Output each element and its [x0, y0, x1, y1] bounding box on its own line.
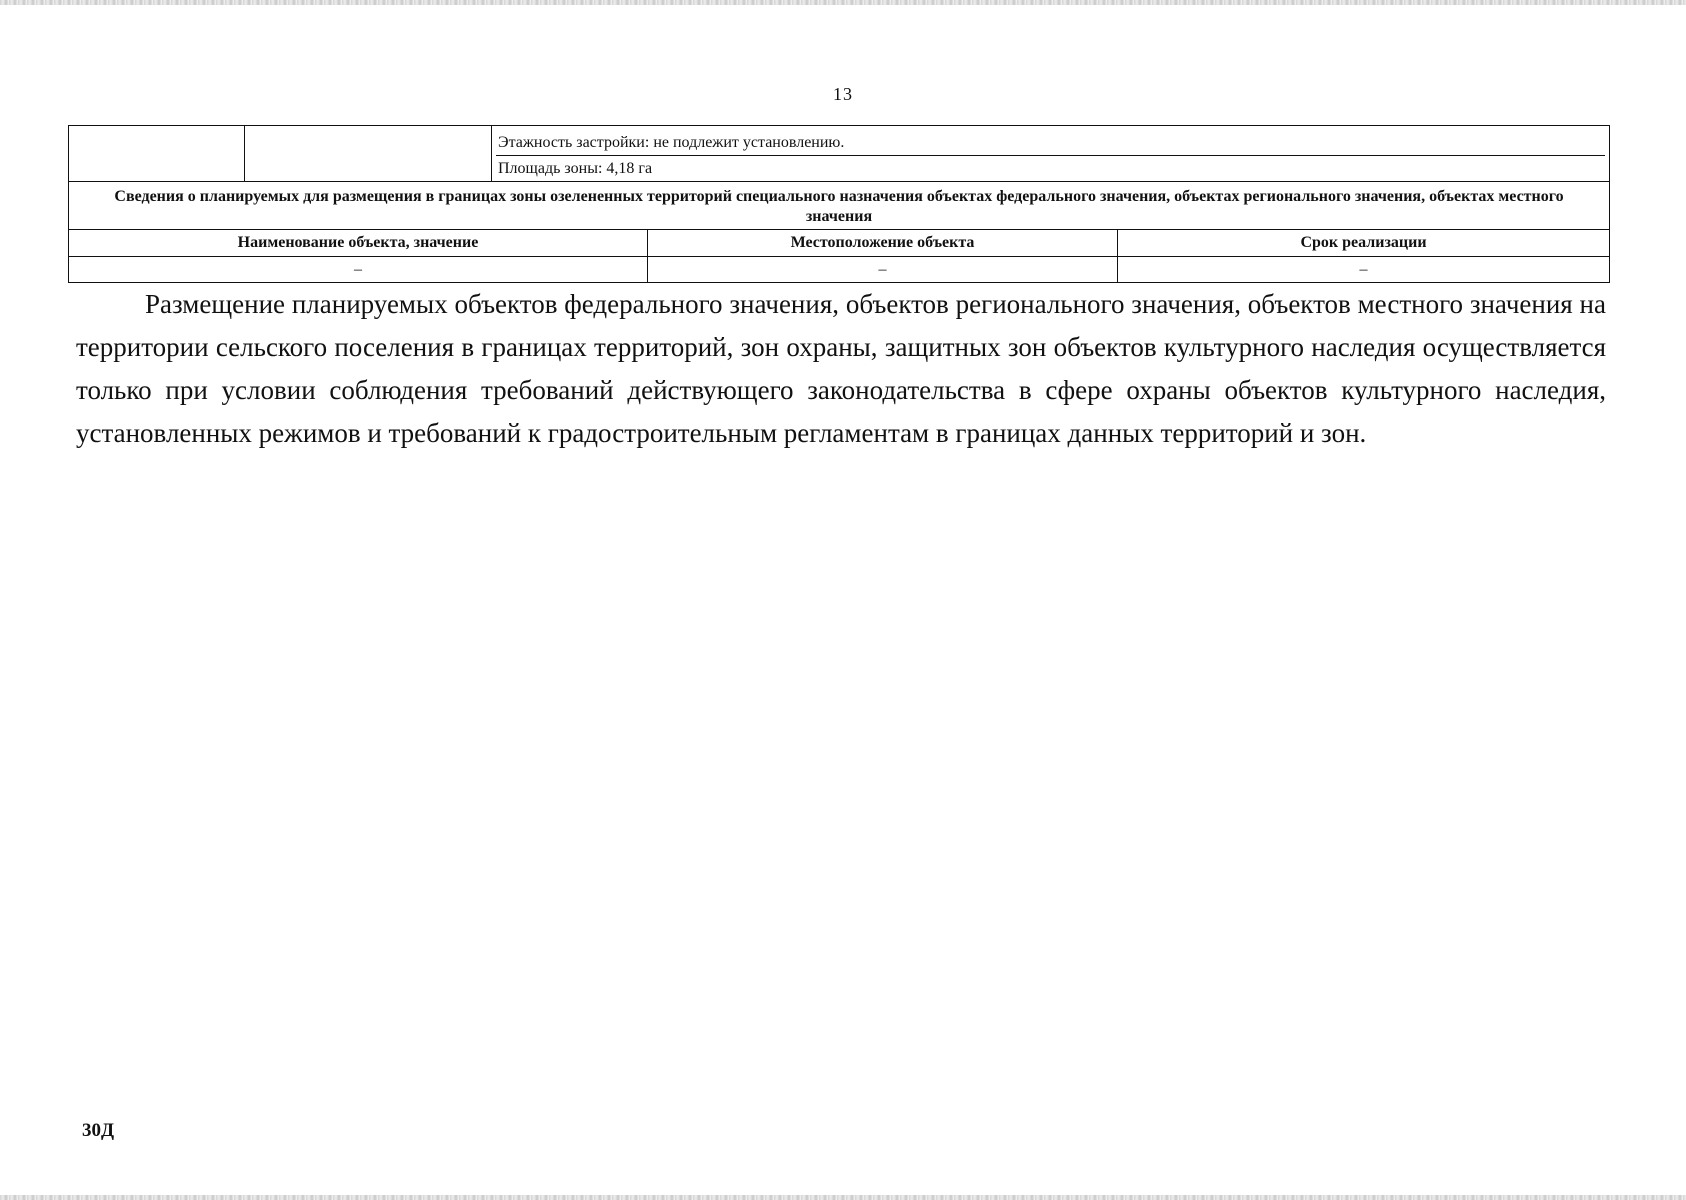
page-code: 30Д	[82, 1120, 115, 1141]
params-cell	[492, 126, 1610, 182]
cell-location-value: –	[648, 257, 1118, 283]
cell-name-value: –	[69, 257, 648, 283]
page-number: 13	[833, 84, 853, 104]
main-paragraph: Размещение планируемых объектов федерального значения, объектов регионального значения, объектов местного значения на территории сельского поселения в границах территорий, зон охраны, защитных зон объектов культурного наследия осуществляется только при условии соблюдения требований действующего законодательства в сфере охраны объектов культурного наследия, установленных режимов и требований к градостроительным регламентам в границах данных территорий и зон.	[76, 289, 1606, 448]
info-header: Сведения о планируемых для размещения в границах зоны озелененных территорий специального назначения объектах федерального значения, объектах регионального значения, объектах местного значения	[69, 182, 1610, 230]
scan-bottom-edge	[0, 1195, 1686, 1200]
area-param: Площадь зоны: 4,18 га	[498, 160, 653, 177]
scan-top-edge	[0, 0, 1686, 5]
column-header-term: Срок реализации	[1118, 230, 1610, 257]
cell-term-value: –	[1118, 257, 1610, 283]
column-header-location: Местоположение объекта	[648, 230, 1118, 257]
empty-cell-name	[245, 126, 492, 182]
table-row	[69, 257, 1610, 283]
empty-cell-number	[69, 126, 245, 182]
info-row	[69, 182, 1610, 230]
column-header-name: Наименование объекта, значение	[69, 230, 648, 257]
floors-param: Этажность застройки: не подлежит установлению.	[496, 130, 1605, 156]
column-header-row	[69, 230, 1610, 257]
params-row	[69, 126, 1610, 182]
zone-table	[68, 125, 1610, 283]
